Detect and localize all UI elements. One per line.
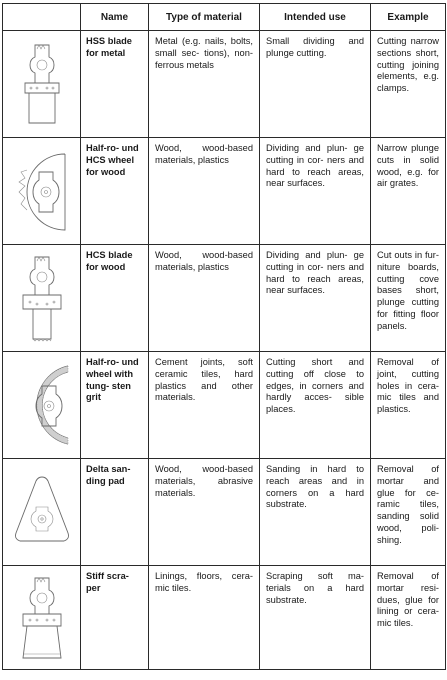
image-cell — [3, 459, 81, 566]
image-cell — [3, 138, 81, 245]
material-cell: Linings, floors, cera- mic tiles. — [149, 566, 260, 670]
accessory-name: HSS blade for metal — [81, 31, 149, 138]
accessory-name: HCS blade for wood — [81, 245, 149, 352]
stiff-scraper-icon — [13, 570, 71, 666]
hcs-blade-wood-icon — [13, 249, 71, 347]
image-cell — [3, 566, 81, 670]
tungsten-grit-wheel-icon — [4, 356, 80, 454]
image-cell — [3, 352, 81, 459]
accessory-name: Delta san- ding pad — [81, 459, 149, 566]
material-cell: Wood, wood-based materials, plastics — [149, 138, 260, 245]
accessory-name: Half-ro- und HCS wheel for wood — [81, 138, 149, 245]
header-row — [3, 4, 446, 31]
table-row — [3, 138, 446, 245]
header-name: Name — [81, 4, 149, 31]
material-cell: Metal (e.g. nails, bolts, small sec- tions), non-ferrous metals — [149, 31, 260, 138]
example-cell: Removal of mortar resi- dues, glue for lining or cera- mic tiles. — [371, 566, 446, 670]
example-cell: Narrow plunge cuts in solid wood, e.g. for air grates. — [371, 138, 446, 245]
example-cell: Cut outs in fur- niture boards, cutting cove bases short, plunge cutting for fitting floor panels. — [371, 245, 446, 352]
use-cell: Dividing and plun- ge cutting in cor- ners and hard to reach areas, near surfaces. — [260, 138, 371, 245]
accessory-table — [2, 3, 446, 670]
header-example: Example — [371, 4, 446, 31]
use-cell: Scraping soft ma- terials on a hard substrate. — [260, 566, 371, 670]
hss-blade-metal-icon — [13, 35, 71, 133]
use-cell: Dividing and plun- ge cutting in cor- ners and hard to reach areas, near surfaces. — [260, 245, 371, 352]
image-cell — [3, 245, 81, 352]
material-cell: Wood, wood-based materials, plastics — [149, 245, 260, 352]
use-cell: Small dividing and plunge cutting. — [260, 31, 371, 138]
delta-sanding-pad-icon — [10, 463, 74, 561]
table-row — [3, 31, 446, 138]
material-cell: Cement joints, soft ceramic tiles, hard plastics and other materials. — [149, 352, 260, 459]
example-cell: Removal of joint, cutting holes in cera- mic tiles and plastics. — [371, 352, 446, 459]
accessory-name: Stiff scra- per — [81, 566, 149, 670]
header-use: Intended use — [260, 4, 371, 31]
table-row — [3, 459, 446, 566]
table-row — [3, 352, 446, 459]
accessory-name: Half-ro- und wheel with tung- sten grit — [81, 352, 149, 459]
table-row — [3, 245, 446, 352]
example-cell: Cutting narrow sections short, cutting joining elements, e.g. clamps. — [371, 31, 446, 138]
header-material: Type of material — [149, 4, 260, 31]
header-image — [3, 4, 81, 31]
image-cell — [3, 31, 81, 138]
table-row — [3, 566, 446, 670]
use-cell: Cutting short and cutting off close to edges, in corners and hardly acces- sible places. — [260, 352, 371, 459]
example-cell: Removal of mortar and glue for ce- ramic tiles, sanding solid wood, poli- shing. — [371, 459, 446, 566]
use-cell: Sanding in hard to reach areas and in corners on a hard substrate. — [260, 459, 371, 566]
half-round-hcs-wheel-icon — [5, 142, 79, 240]
material-cell: Wood, wood-based materials, abrasive materials. — [149, 459, 260, 566]
